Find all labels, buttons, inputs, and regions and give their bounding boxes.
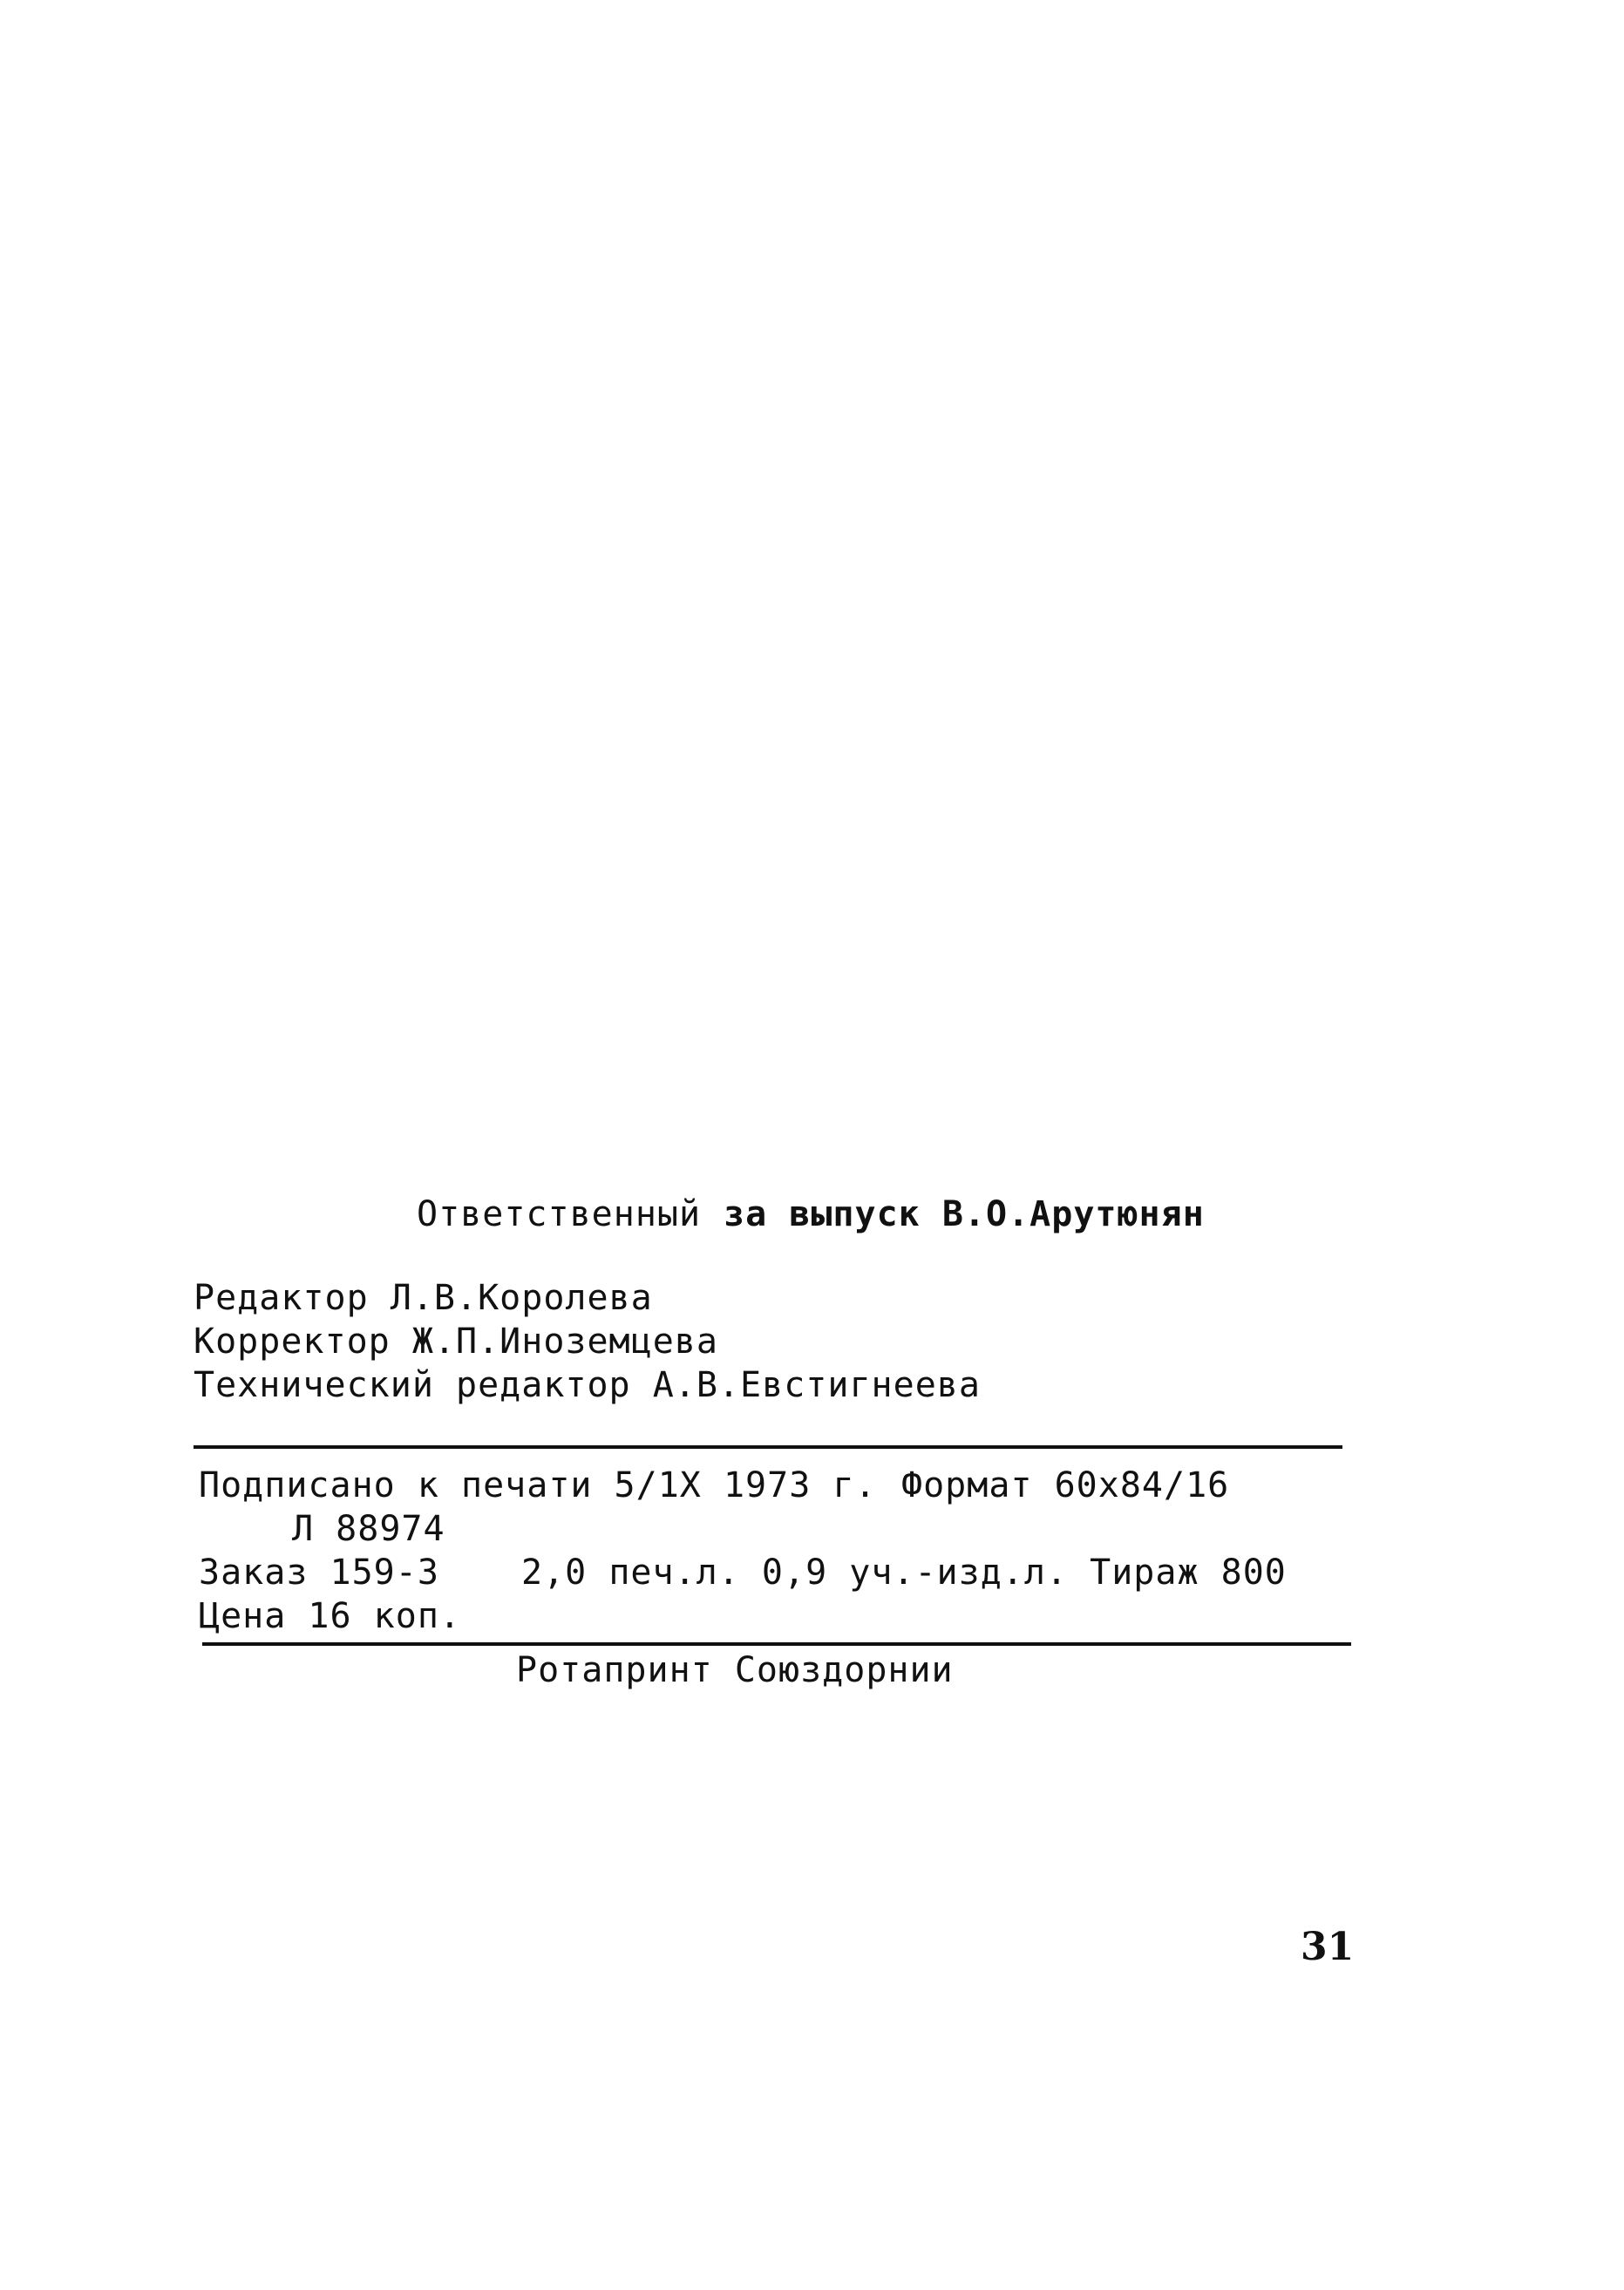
order-number: Заказ 159-3	[199, 1553, 439, 1593]
corrector-credit: Корректор Ж.П.Иноземцева	[194, 1322, 718, 1362]
sheets-and-print-run: 2,0 печ.л. 0,9 уч.-изд.л. Тираж 800	[521, 1553, 1287, 1593]
page-number: 31	[1301, 1925, 1355, 1969]
signed-to-print: Подписано к печати 5/1X 1973 г.	[199, 1465, 877, 1505]
format: Формат 60х84/16	[901, 1465, 1230, 1505]
license-number: Л 88974	[292, 1509, 445, 1549]
responsible-name: за выпуск В.О.Арутюнян	[724, 1194, 1205, 1234]
printer-name: Ротапринт Союздорнии	[516, 1650, 954, 1690]
top-divider	[194, 1445, 1342, 1449]
bottom-divider	[202, 1642, 1351, 1646]
editor-credit: Редактор Л.В.Королева	[194, 1278, 653, 1318]
responsible-label: Ответственный	[417, 1194, 702, 1234]
price: Цена 16 коп.	[199, 1596, 461, 1636]
technical-editor-credit: Технический редактор А.В.Евстигнеева	[194, 1365, 981, 1405]
